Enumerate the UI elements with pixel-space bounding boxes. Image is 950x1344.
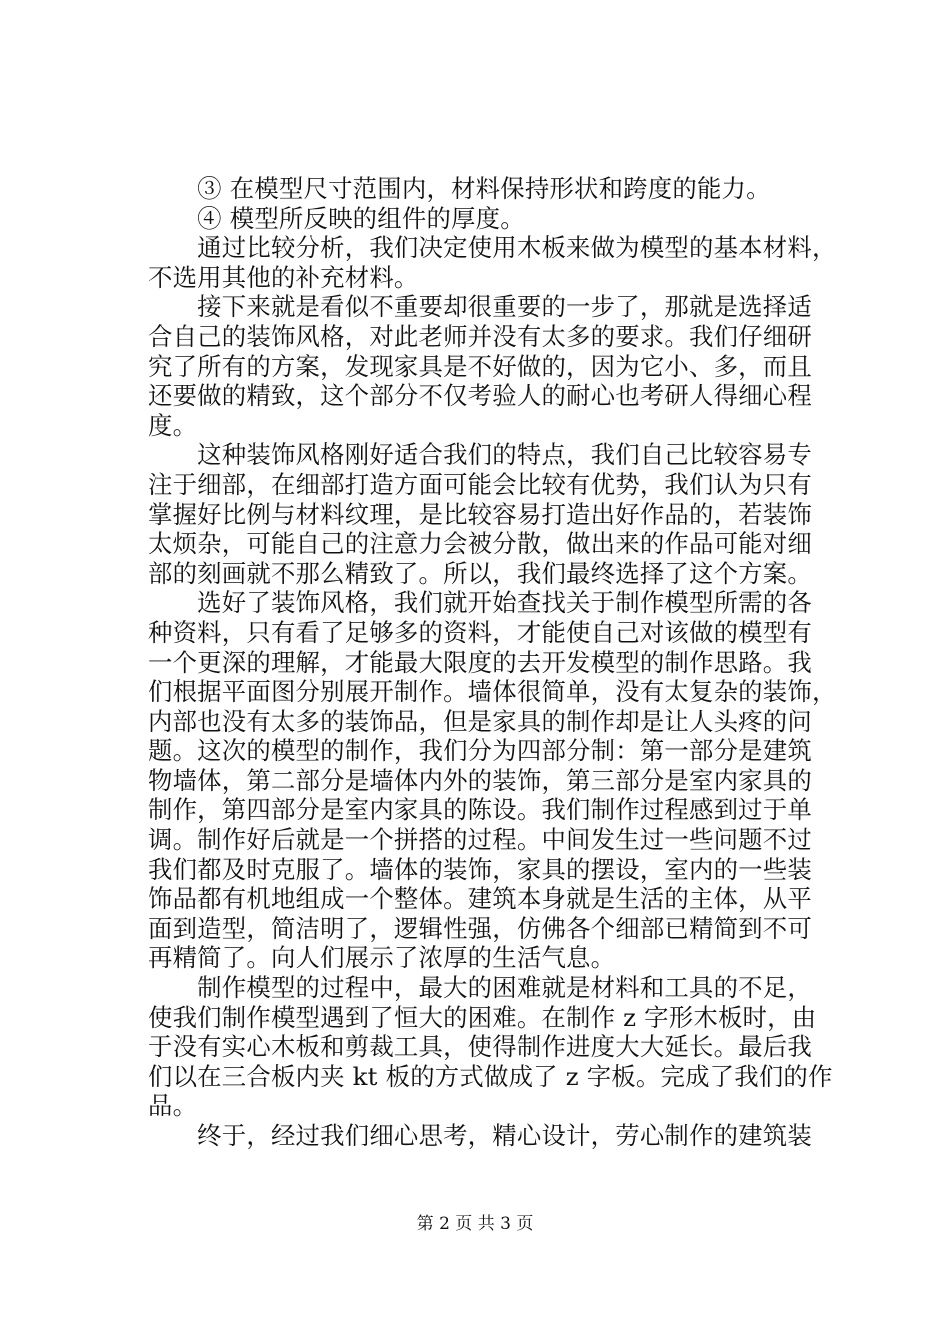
text-line: 制作，第四部分是室内家具的陈设。我们制作过程感到过于单 bbox=[148, 795, 812, 825]
text-line: 们根据平面图分别展开制作。墙体很简单，没有太复杂的装饰， bbox=[148, 677, 837, 707]
text-line: 掌握好比例与材料纹理，是比较容易打造出好作品的，若装饰 bbox=[148, 499, 812, 529]
text-line: 通过比较分析，我们决定使用木板来做为模型的基本材料， bbox=[148, 233, 837, 263]
text-line: 再精简了。向人们展示了浓厚的生活气息。 bbox=[148, 943, 616, 973]
text-line: 题。这次的模型的制作，我们分为四部分制：第一部分是建筑 bbox=[148, 736, 812, 766]
text-line: ③ 在模型尺寸范围内，材料保持形状和跨度的能力。 bbox=[148, 174, 771, 203]
text-line: 调。制作好后就是一个拼搭的过程。中间发生过一些问题不过 bbox=[148, 825, 812, 855]
text-line: 终于，经过我们细心思考，精心设计，劳心制作的建筑装 bbox=[148, 1121, 812, 1150]
text-line: 太烦杂，可能自己的注意力会被分散，做出来的作品可能对细 bbox=[148, 529, 812, 559]
text-line: 注于细部，在细部打造方面可能会比较有优势，我们认为只有 bbox=[148, 469, 812, 499]
text-line: 于没有实心木板和剪裁工具，使得制作进度大大延长。最后我 bbox=[148, 1032, 812, 1062]
text-line: 合自己的装饰风格，对此老师并没有太多的要求。我们仔细研 bbox=[148, 321, 812, 351]
text-line: 品。 bbox=[148, 1091, 198, 1121]
text-line: 一个更深的理解，才能最大限度的去开发模型的制作思路。我 bbox=[148, 647, 812, 677]
body-text bbox=[148, 174, 837, 1151]
text-line: 制作模型的过程中，最大的困难就是材料和工具的不足， bbox=[148, 973, 812, 1003]
text-line: 不选用其他的补充材料。 bbox=[148, 262, 419, 292]
text-line: 究了所有的方案，发现家具是不好做的，因为它小、多，而且 bbox=[148, 351, 812, 381]
text-line: 内部也没有太多的装饰品，但是家具的制作却是让人头疼的问 bbox=[148, 706, 812, 736]
text-line: ④ 模型所反映的组件的厚度。 bbox=[148, 203, 525, 233]
text-line: 我们都及时克服了。墙体的装饰，家具的摆设，室内的一些装 bbox=[148, 854, 812, 884]
text-line: 这种装饰风格刚好适合我们的特点，我们自己比较容易专 bbox=[148, 440, 812, 470]
text-line: 接下来就是看似不重要却很重要的一步了，那就是选择适 bbox=[148, 292, 812, 322]
text-line: 面到造型，简洁明了，逻辑性强，仿佛各个细部已精简到不可 bbox=[148, 913, 812, 943]
text-line: 部的刻画就不那么精致了。所以，我们最终选择了这个方案。 bbox=[148, 558, 812, 588]
text-line: 物墙体，第二部分是墙体内外的装饰，第三部分是室内家具的 bbox=[148, 765, 812, 795]
text-line: 种资料，只有看了足够多的资料，才能使自己对该做的模型有 bbox=[148, 617, 812, 647]
text-line: 饰品都有机地组成一个整体。建筑本身就是生活的主体，从平 bbox=[148, 884, 812, 914]
page-number-footer: 第 2 页 共 3 页 bbox=[416, 1214, 534, 1234]
text-line: 们以在三合板内夹 kt 板的方式做成了 z 字板。完成了我们的作 bbox=[148, 1061, 833, 1091]
text-line: 使我们制作模型遇到了恒大的困难。在制作 z 字形木板时，由 bbox=[148, 1002, 817, 1032]
text-line: 选好了装饰风格，我们就开始查找关于制作模型所需的各 bbox=[148, 588, 812, 618]
text-line: 还要做的精致，这个部分不仅考验人的耐心也考研人得细心程 bbox=[148, 381, 812, 411]
text-line: 度。 bbox=[148, 410, 198, 440]
